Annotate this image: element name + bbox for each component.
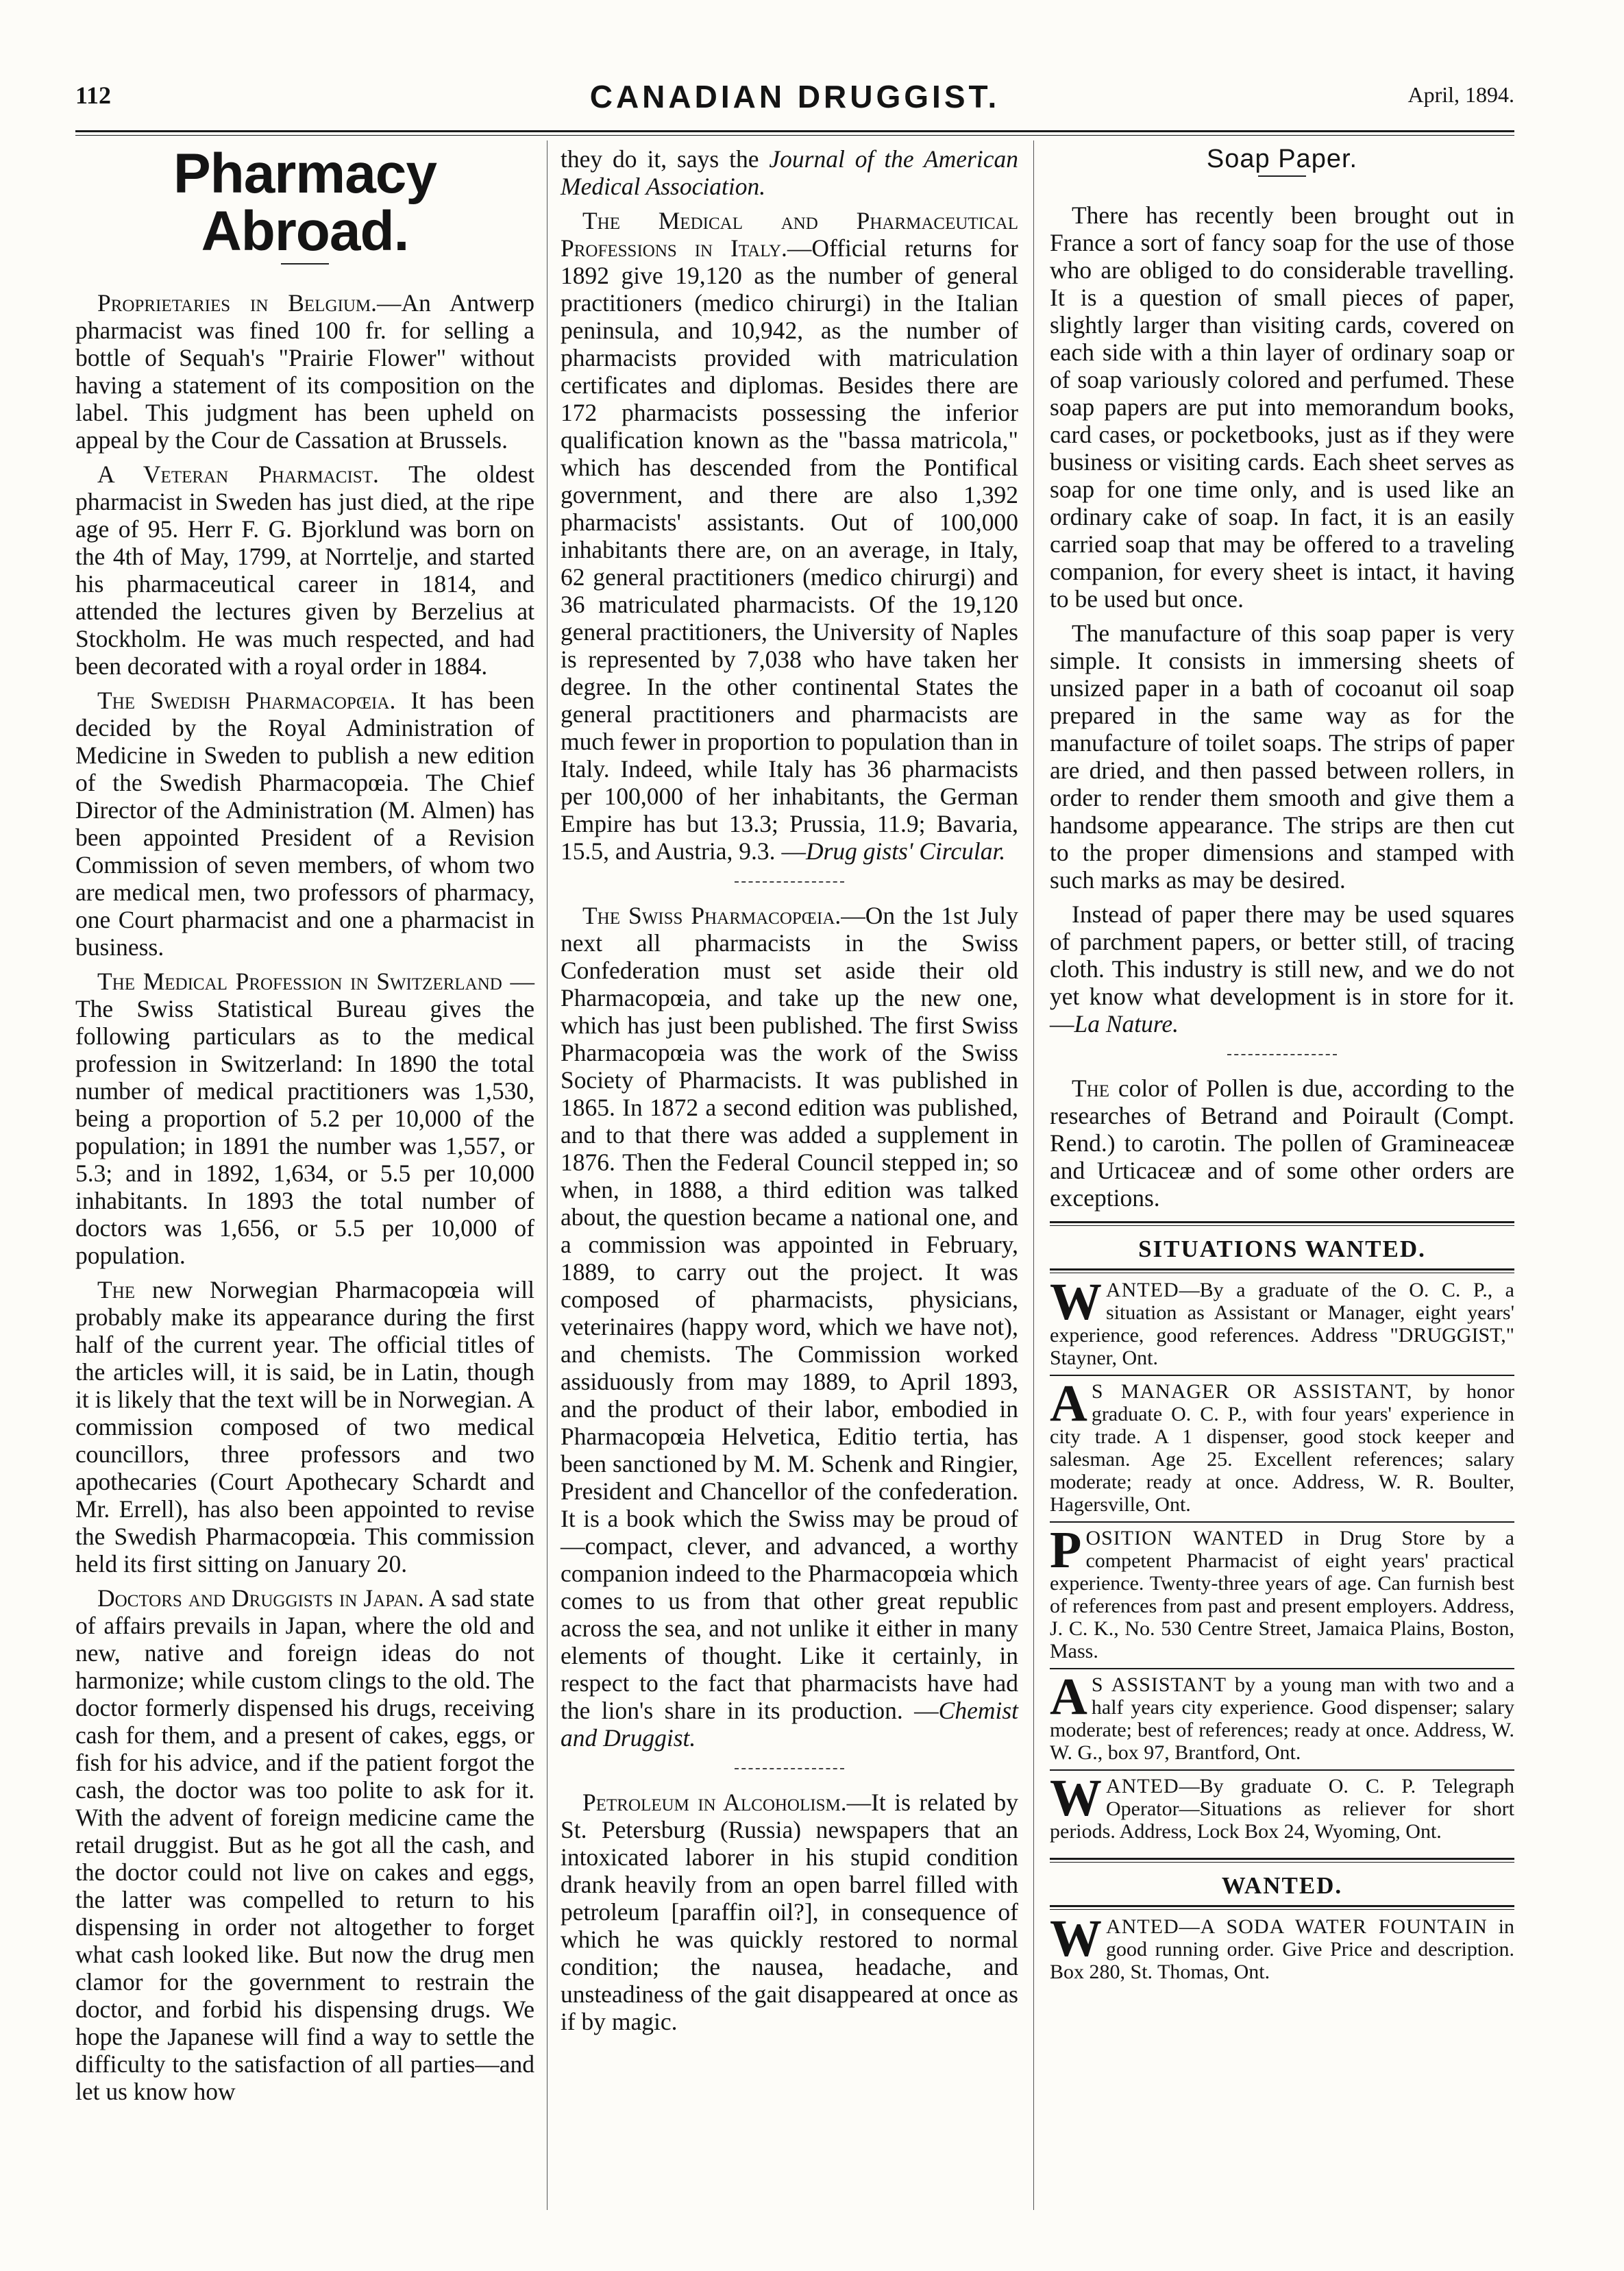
article-text: The oldest pharmacist in Sweden has just died, at the ripe age of 95. Herr F. G. Bjorklund was born on the 4th of May, 1799, at Norrtelje, and started his pharmaceutical career in 1814, and attended the lectures given by Berzelius at Stockholm. He was much respected, and had been decorated with a royal order in 1884. [75, 461, 534, 680]
section-rule [1050, 1268, 1514, 1273]
article-lead: The Swiss Pharmacopœia. [582, 902, 841, 929]
classified-ad [1050, 1521, 1514, 1669]
ad-dropcap: A [1050, 1668, 1087, 1726]
ad-lead: OSITION WANTED [1085, 1527, 1284, 1549]
section-rule [1050, 1858, 1514, 1863]
ad-text: in Drug Store by a competent Pharmacist of eight years' practical experience. Twenty-three years of age. Can furnish best of references from past and present employers. Address, J. C. K., No. 530 Centre Street, Jamaica Plains, Boston, Mass. [1050, 1527, 1514, 1662]
title-rule [1258, 175, 1306, 177]
article-paragraph [1050, 1075, 1514, 1212]
section-rule [1050, 1221, 1514, 1226]
ad-lead: ANTED—A SODA WATER FOUNTAIN [1106, 1915, 1488, 1938]
ad-dropcap: A [1050, 1375, 1087, 1432]
article-source: La Nature. [1074, 1010, 1179, 1038]
publication-title: CANADIAN DRUGGIST. [589, 79, 1000, 114]
article-text: Instead of paper there may be used squares of parchment papers, or better still, of tracing cloth. This industry is still new, and we do not yet know what development is in store for it. [1050, 900, 1514, 1010]
article-paragraph [75, 1276, 534, 1578]
situations-heading: SITUATIONS WANTED. [1138, 1236, 1426, 1262]
article-paragraph: The Medical and Pharmaceutical Professions in Italy.—Official returns for 1892 give 19,120 as the number of general practitioners (medico chirurgi) in the Italian peninsula, and 10,942, as the number of pharmacists provided with matriculation certificates and diplomas. Besides there are 172 pharmacists possessing the inferior qualification known as the "bassa matricola," which has descended from the Pontifical government, and there are also 1,392 pharmacists' assistants. Out of 100,000 inhabitants there are, on an average, in Italy, 62 general practitioners (medico chirurgi) and 36 matriculated pharmacists. Of the 19,120 general practitioners, the University of Naples is represented by 7,038 who have taken her degree. In the other continental States the general practitioners and pharmacists are much fewer in proportion to population than in Italy. Indeed, while Italy has 36 pharmacists per 100,000 of her inhabitants, the German Empire has but 13.3; Prussia, 11.9; Bavaria, 15.5, and Austria, 9.3. —Drug gists' Circular. [561, 207, 1019, 865]
ad-text: —By graduate O. C. P. Telegraph Operator—Situations as reliever for short periods. Address, Lock Box 24, Wyoming, Ont. [1050, 1775, 1514, 1843]
article-paragraph: The Swiss Pharmacopœia.—On the 1st July next all pharmacists in the Swiss Confederation must set aside their old Pharmacopœia, and take up the new one, which has just been published. The first Swiss Pharmacopœia was the work of the Swiss Society of Pharmacists. It was published in 1865. In 1872 a second edition was published, and to that there was added a supplement in 1876. Then the Federal Council stepped in; so when, in 1888, a third edition was talked about, the question became a national one, and a commission was appointed in February, 1889, to carry out the project. It was composed of pharmacists, physicians, veterinaires (happy word, which we have not), and chemists. The Commission worked assiduously from may 1889, to April 1893, and the product of their labor, embodied in Pharmacopœia Helvetica, Editio tertia, has been sanctioned by M. M. Schenk and Ringier, President and Chancellor of the confederation. It is a book which the Swiss may be proud of—compact, clever, and advanced, a worthy companion indeed to the Pharmacopœia which comes to us from that other great republic across the sea, and not unlike it either in many elements of thought. Like it certainly, in respect to the fact that pharmacists have had the lion's share in its production. —Chemist and Druggist. [561, 902, 1019, 1752]
ad-lead: ANTED [1106, 1279, 1179, 1301]
article-lead: The [1072, 1075, 1110, 1102]
ad-text: by honor graduate O. C. P., with four years' experience in city trade. A 1 dispenser, good stock keeper and salesman. Age 25. Excellent references; salary moderate; ready at once. Address, W. R. Boulter, Hagersville, Ont. [1050, 1380, 1514, 1516]
section-title: Pharmacy Abroad. [173, 143, 437, 262]
ad-lead: S MANAGER OR ASSISTANT, [1091, 1380, 1413, 1403]
article-lead: The Medical Profession in Switzerland [97, 968, 502, 995]
classified-ad [1050, 1668, 1514, 1771]
article-paragraph [75, 289, 534, 454]
column-middle [561, 145, 1018, 2042]
article-paragraph [75, 968, 534, 1269]
ad-dropcap: W [1050, 1769, 1102, 1827]
column-rule [1033, 140, 1034, 2210]
continuation-text: they do it, says the [561, 145, 770, 173]
classified-ad [1050, 1910, 1514, 1989]
wanted-list [1050, 1910, 1514, 1989]
article-paragraph [75, 687, 534, 961]
article-text: It has been decided by the Royal Administration of Medicine in Sweden to publish a new edition of the Swedish Pharmacopœia. The Chief Director of the Administration (M. Almen) has been appointed President of a Revision Commission of seven members, of whom two are medical men, two professors of pharmacy, one Court pharmacist and one a pharmacist in business. [75, 687, 534, 961]
issue-date: April, 1894. [1407, 82, 1514, 107]
ad-text: by a young man with two and a half years city experience. Good dispenser; salary moderate; best of references; ready at once. Address, W. W. G., box 97, Brantford, Ont. [1050, 1673, 1514, 1764]
ad-lead: S ASSISTANT [1091, 1673, 1227, 1696]
page-header [75, 75, 1514, 116]
continuation-paragraph [561, 145, 1018, 200]
article-lead: Proprietaries in Belgium. [97, 289, 377, 317]
article-text: new Norwegian Pharmacopœia will probably make its appearance during the first half of the current year. The official titles of the articles will, it is said, be in Latin, though it is likely that the text will be in Norwegian. A commission composed of two medical councillors, three professors and two apothecaries (Court Apothecary Schardt and Mr. Errell), has also been appointed to revise the Swedish Pharmacopœia. This commission held its first sitting on January 20. [75, 1276, 534, 1578]
ad-lead: ANTED [1106, 1775, 1179, 1797]
wanted-heading: WANTED. [1221, 1872, 1343, 1899]
classified-ad [1050, 1375, 1514, 1523]
situations-list [1050, 1273, 1514, 1848]
article-lead: Petroleum in Alcoholism. [582, 1789, 847, 1816]
article-paragraph [75, 1584, 534, 2105]
article-lead: The Medical and Pharmaceutical Professions in Italy. [561, 207, 1018, 262]
column-left [75, 145, 534, 2112]
ad-dropcap: W [1050, 1273, 1102, 1331]
article-paragraph [1050, 619, 1514, 894]
article-paragraph [561, 1789, 1018, 2035]
title-rule [281, 263, 329, 265]
article-text: —An Antwerp pharmacist was fined 100 fr. for selling a bottle of Sequah's "Prairie Flower" without having a statement of its composition on the label. This judgment has been upheld on appeal by the Cour de Cassation at Brussels. [75, 289, 534, 454]
article-text: —Official returns for 1892 give 19,120 as the number of general practitioners (medico chirurgi) in the Italian peninsula, and 10,942, as the number of pharmacists provided with matriculation certificates and diplomas. Besides there are 172 pharmacists possessing the inferior qualification known as the "bassa matricola," which has descended from the Pontifical government, and there are also 1,392 pharmacists' assistants. Out of 100,000 inhabitants there are, on an average, in Italy, 62 general practitioners (medico chirurgi) and 36 matriculated pharmacists. Of the 19,120 general practitioners, the University of Naples is represented by 7,038 who have taken her degree. In the other continental States the general practitioners and pharmacists are much fewer in proportion to population than in Italy. Indeed, while Italy has 36 pharmacists per 100,000 of her inhabitants, the German Empire has but 13.3; Prussia, 11.9; Bavaria, 15.5, and Austria, 9.3. [561, 234, 1019, 865]
page-number: 112 [75, 82, 112, 109]
article-source: Drug gists' Circular. [805, 837, 1006, 865]
article-paragraph: Instead of paper there may be used squares of parchment papers, or better still, of tracing cloth. This industry is still new, and we do not yet know what development is in store for it. —La Nature. [1050, 900, 1514, 1038]
header-rule [75, 130, 1514, 136]
article-list [1050, 201, 1514, 1212]
article-source: Chemist and Druggist. [561, 1697, 1019, 1752]
article-lead: The [97, 1276, 136, 1303]
article-separator [735, 881, 844, 883]
continuation-source: Journal of the American Medical Association. [561, 145, 1018, 200]
article-list [75, 289, 534, 2105]
article-paragraph [75, 461, 534, 680]
classified-ad [1050, 1769, 1514, 1848]
article-text: color of Pollen is due, according to the researches of Betrand and Poirault (Compt. Rend.) to carotin. The pollen of Gramineaceæ and Urticaceæ and of some other orders are exceptions. [1050, 1075, 1514, 1212]
ad-text: —By a graduate of the O. C. P., a situation as Assistant or Manager, eight years' experience, good references. Address "DRUGGIST," Stayner, Ont. [1050, 1279, 1514, 1369]
article-lead: The Swedish Pharmacopœia. [97, 687, 396, 714]
article-separator [1227, 1054, 1337, 1055]
article-title: Soap Paper. [1206, 145, 1358, 173]
article-text: A sad state of affairs prevails in Japan, where the old and new, native and foreign ideas do not harmonize; while custom clings to the old. The doctor formerly dispensed his drugs, receiving cash for them, and a present of cakes, eggs, or fish for his advice, and if the patient forgot the cash, the doctor was too polite to ask for it. With the advent of foreign medicine came the retail druggist. But as he got all the cash, and the doctor could not live on cakes and eggs, the latter was compelled to return to his dispensing in order not altogether to forget what cash looked like. But now the drug men clamor for the government to restrain the doctor, and forbid his dispensing drugs. We hope the Japanese will find a way to settle the difficulty to the satisfaction of all parties—and let us know how [75, 1584, 534, 2105]
article-text: The manufacture of this soap paper is very simple. It consists in immersing sheets of unsized paper in a bath of cocoanut oil soap prepared in the same way as for the manufacture of toilet soaps. The strips of paper are dried, and then passed between rollers, in order to render them smooth and give them a handsome appearance. The strips are then cut to the proper dimensions and stamped with such marks as may be desired. [1050, 619, 1514, 894]
ad-dropcap: P [1050, 1521, 1082, 1579]
article-text: There has recently been brought out in France a sort of fancy soap for the use of those who are obliged to do considerable travelling. It is a question of small pieces of paper, slightly larger than visiting cards, covered on each side with a thin layer of ordinary soap or of soap variously colored and perfumed. These soap papers are put into memorandum books, card cases, or pocketbooks, just as if they were business or visiting cards. Each sheet serves as soap for one time only, and is used like an ordinary cake of soap. In fact, it is an easily carried soap that may be offered to a traveling companion, for every sheet is intact, it having to be used but once. [1050, 201, 1514, 613]
classified-ad [1050, 1273, 1514, 1376]
column-rule [547, 140, 548, 2210]
ad-text: in good running order. Give Price and description. Box 280, St. Thomas, Ont. [1050, 1915, 1514, 1983]
article-text: —The Swiss Statistical Bureau gives the following particulars as to the medical profession in Switzerland: In 1890 the total number of medical practitioners was 1,530, being a proportion of 5.2 per 10,000 of the population; in 1891 the number was 1,557, or 5.3; and in 1892, 1,634, or 5.5 per 10,000 inhabitants. In 1893 the total number of doctors was 1,656, or 5.5 per 10,000 of population. [75, 968, 534, 1269]
article-text: —On the 1st July next all pharmacists in the Swiss Confederation must set aside their old Pharmacopœia, and take up the new one, which has just been published. The first Swiss Pharmacopœia was the work of the Swiss Society of Pharmacists. It was published in 1865. In 1872 a second edition was published, and to that there was added a supplement in 1876. Then the Federal Council stepped in; so when, in 1888, a third edition was talked about, the question became a national one, and a commission was appointed in February, 1889, to carry out the project. It was composed of pharmacists, physicians, veterinaires (happy word, which we have not), and chemists. The Commission worked assiduously from may 1889, to April 1893, and the product of their labor, embodied in Pharmacopœia Helvetica, Editio tertia, has been sanctioned by M. M. Schenk and Ringier, President and Chancellor of the confederation. It is a book which the Swiss may be proud of—compact, clever, and advanced, a worthy companion indeed to the Pharmacopœia which comes to us from that other great republic across the sea, and not unlike it either in many elements of thought. Like it certainly, in respect to the fact that pharmacists have had the lion's share in its production. [561, 902, 1018, 1724]
article-text: —It is related by St. Petersburg (Russia) newspapers that an intoxicated laborer in his stupid condition drank heavily from an open barrel filled with petroleum [paraffin oil?], in consequence of which he was quickly restored to normal condition; the nausea, headache, and unsteadiness of the gait disappeared at once as if by magic. [561, 1789, 1018, 2035]
article-list [561, 207, 1018, 2035]
column-right [1050, 145, 1514, 1993]
article-lead: Doctors and Druggists in Japan. [97, 1584, 424, 1612]
article-lead: A Veteran Pharmacist. [97, 461, 379, 488]
ad-dropcap: W [1050, 1910, 1102, 1967]
article-paragraph [1050, 201, 1514, 613]
article-separator [735, 1768, 844, 1769]
section-rule [1050, 1905, 1514, 1910]
